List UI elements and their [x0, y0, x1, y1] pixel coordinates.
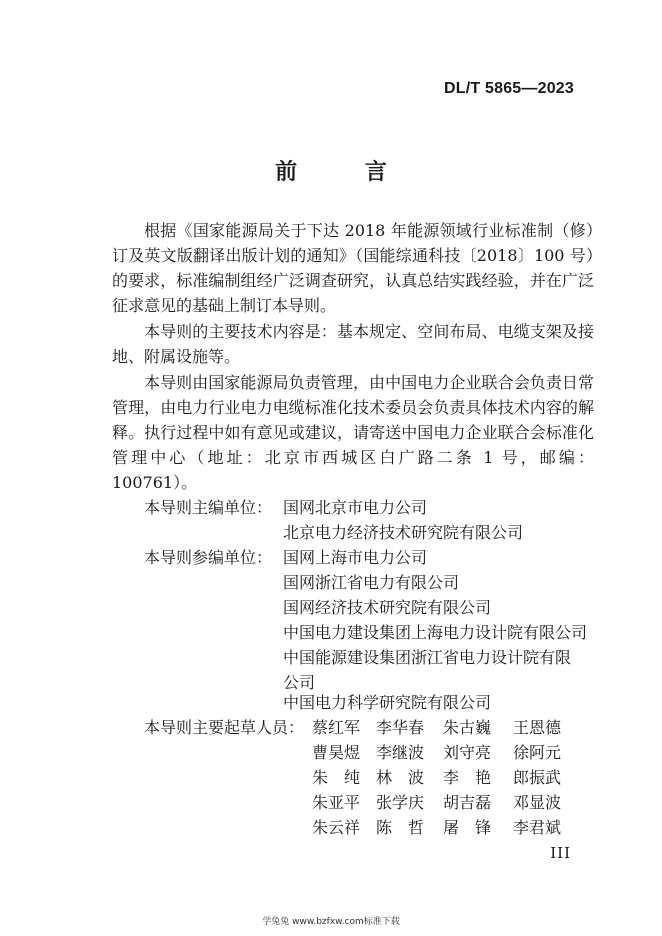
drafter-name: 邓显波	[513, 793, 562, 812]
drafter-name: 陈 哲	[376, 818, 425, 837]
participating-unit: 中国电力建设集团上海电力设计院有限公司	[283, 623, 588, 642]
drafter-name: 李华春	[376, 718, 425, 737]
drafter-name: 胡吉磊	[443, 793, 492, 812]
page-number: III	[550, 844, 571, 862]
drafter-name: 李继波	[376, 743, 425, 762]
chief-unit: 国网北京市电力公司	[283, 498, 428, 517]
participating-unit: 中国电力科学研究院有限公司	[283, 693, 492, 712]
drafter-name: 蔡红军	[312, 718, 361, 737]
foreword-paragraph-basis: 根据《国家能源局关于下达 2018 年能源领域行业标准制（修）订及英文版翻译出版计划的通知》（国能综通科技〔2018〕100 号）的要求，标准编制组经广泛调查研究，认真总结实践经验，并在广泛征求意见的基础上制订本导则。	[112, 221, 594, 315]
drafter-name: 曹昊煜	[312, 743, 361, 762]
drafters-label: 本导则主要起草人员：	[144, 718, 305, 737]
drafter-name: 王恩德	[513, 718, 562, 737]
participating-unit: 国网浙江省电力有限公司	[283, 573, 460, 592]
chief-units-label: 本导则主编单位：	[144, 498, 273, 517]
participating-unit: 国网上海市电力公司	[283, 548, 428, 567]
watermark-link[interactable]: 学兔兔 www.bzfxw.com标准下载	[262, 917, 400, 927]
drafter-name: 郎振武	[513, 768, 562, 787]
drafter-name: 李君斌	[513, 818, 562, 837]
participating-units-label: 本导则参编单位：	[144, 548, 273, 567]
drafter-name: 刘守亮	[443, 743, 492, 762]
drafter-name: 林 波	[376, 768, 425, 787]
drafter-name: 朱云祥	[312, 818, 361, 837]
drafter-name: 朱亚平	[312, 793, 361, 812]
standard-code: DL/T 5865—2023	[444, 80, 574, 97]
drafter-name: 张学庆	[376, 793, 425, 812]
foreword-paragraph-content: 本导则的主要技术内容是：基本规定、空间布局、电缆支架及接地、附属设施等。	[112, 322, 594, 366]
drafter-name: 徐阿元	[513, 743, 562, 762]
drafter-name: 李 艳	[443, 768, 492, 787]
foreword-paragraph-management: 本导则由国家能源局负责管理，由中国电力企业联合会负责日常管理，由电力行业电力电缆标准化技术委员会负责具体技术内容的解释。执行过程中如有意见或建议，请寄送中国电力企业联合会标准化管理中心（地址：北京市西城区白广路二条 1 号，邮编：100761）。	[112, 373, 594, 492]
drafter-name: 朱 纯	[312, 768, 361, 787]
participating-unit: 国网经济技术研究院有限公司	[283, 598, 492, 617]
drafter-name: 朱古巍	[443, 718, 492, 737]
chief-unit: 北京电力经济技术研究院有限公司	[283, 523, 524, 542]
participating-unit: 中国能源建设集团浙江省电力设计院有限公司	[283, 648, 572, 692]
drafter-name: 屠 锋	[443, 818, 492, 837]
page-title: 前 言	[275, 159, 417, 185]
